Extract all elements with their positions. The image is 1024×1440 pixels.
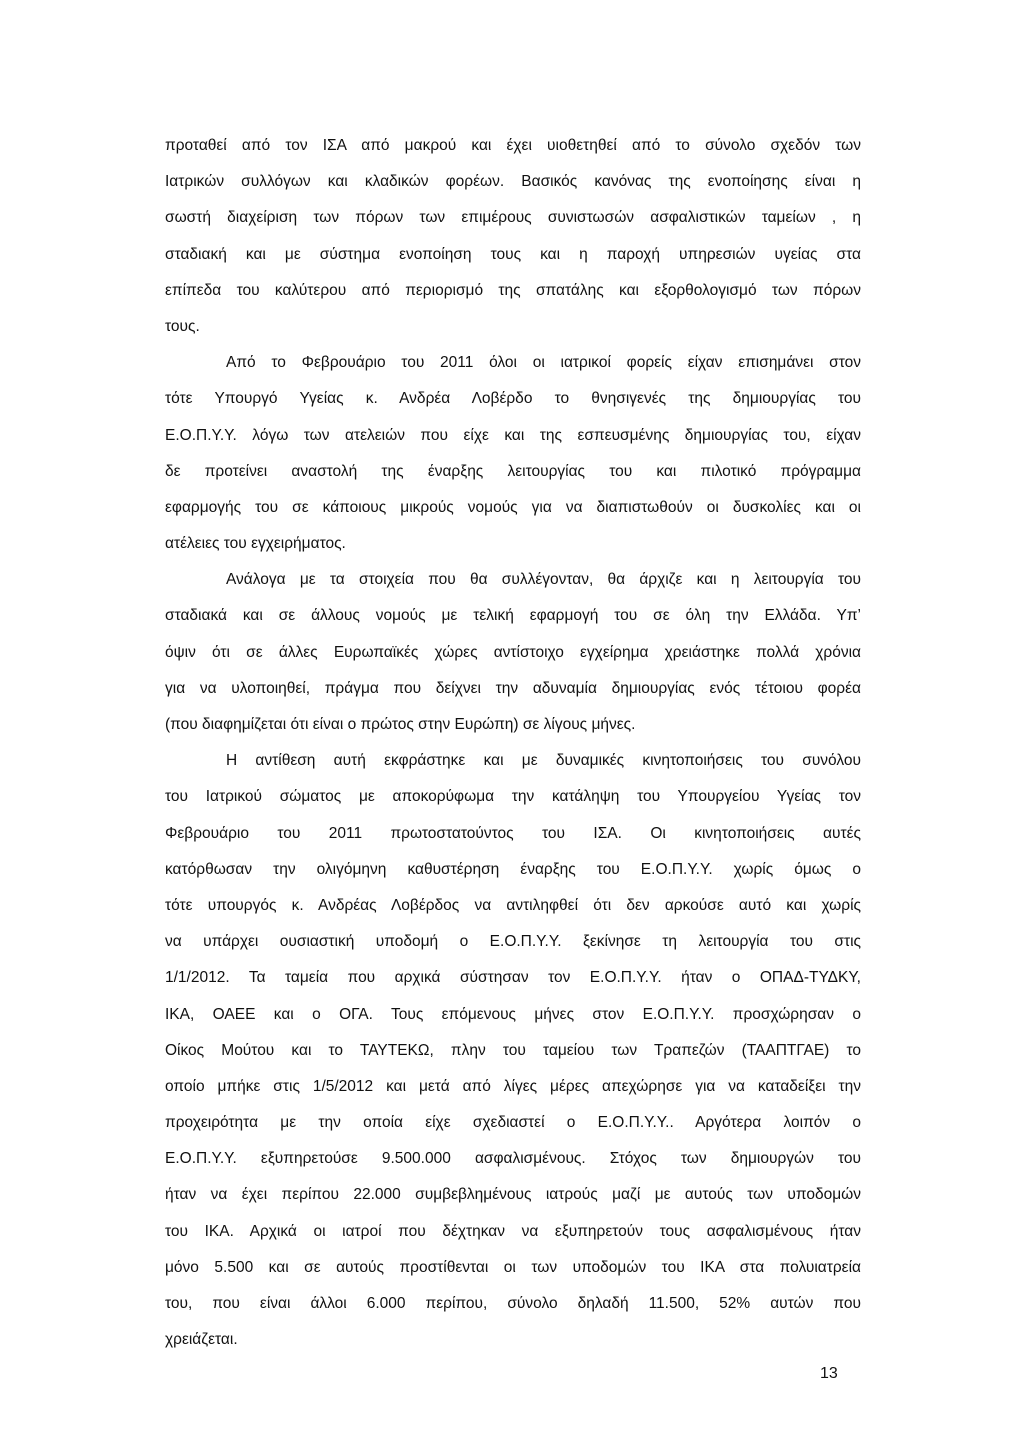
text-line: Ε.Ο.Π.Υ.Υ. λόγω των ατελειών που είχε και της εσπευσμένης δημιουργίας του, είχαν	[165, 426, 861, 444]
page-number: 13	[820, 1365, 838, 1382]
text-line: μόνο 5.500 και σε αυτούς προστίθενται οι των υποδομών του ΙΚΑ στα πολυιατρεία	[165, 1258, 861, 1276]
text-line: (που διαφημίζεται ότι είναι ο πρώτος στην Ευρώπη) σε λίγους μήνες.	[165, 716, 636, 733]
text-line: τότε Υπουργό Υγείας κ. Ανδρέα Λοβέρδο το θνησιγενές της δημιουργίας του	[165, 390, 861, 408]
text-line: δε προτείνει αναστολή της έναρξης λειτουργίας του και πιλοτικό πρόγραμμα	[165, 462, 861, 480]
text-line: Ιατρικών συλλόγων και κλαδικών φορέων. Βασικός κανόνας της ενοποίησης είναι η	[165, 173, 861, 191]
text-line: τους.	[165, 317, 200, 335]
text-line: Η αντίθεση αυτή εκφράστηκε και με δυναμικές κινητοποιήσεις του συνόλου	[226, 752, 861, 770]
page-footer	[820, 1364, 860, 1388]
text-line: για να υλοποιηθεί, πράγμα που δείχνει την αδυναμία δημιουργίας ενός τέτοιου φορέα	[165, 679, 861, 697]
text-line: του ΙΚΑ. Αρχικά οι ιατροί που δέχτηκαν να εξυπηρετούν τους ασφαλισμένους ήταν	[165, 1222, 861, 1240]
text-line: ατέλειες του εγχειρήματος.	[165, 535, 346, 553]
text-line: ΙΚΑ, ΟΑΕΕ και ο ΟΓΑ. Τους επόμενους μήνες στον Ε.Ο.Π.Υ.Υ. προσχώρησαν ο	[165, 1005, 861, 1023]
text-line: τότε υπουργός κ. Ανδρέας Λοβέρδος να αντιληφθεί ότι δεν αρκούσε αυτό και χωρίς	[165, 896, 861, 914]
text-line: του Ιατρικού σώματος με αποκορύφωμα την κατάληψη του Υπουργείου Υγείας τον	[165, 788, 861, 806]
body-text	[165, 128, 861, 1358]
text-line: οποίο μπήκε στις 1/5/2012 και μετά από λίγες μέρες απεχώρησε για να καταδείξει την	[165, 1077, 861, 1095]
text-line: σωστή διαχείριση των πόρων των επιμέρους συνιστωσών ασφαλιστικών ταμείων , η	[165, 209, 861, 227]
text-line: Οίκος Μούτου και το ΤΑΥΤΕΚΩ, πλην του ταμείου των Τραπεζών (ΤΑΑΠΤΓΑΕ) το	[165, 1041, 861, 1059]
text-line: ήταν να έχει περίπου 22.000 συμβεβλημένους ιατρούς μαζί με αυτούς των υποδομών	[165, 1186, 861, 1204]
text-line: σταδιακή και με σύστημα ενοποίηση τους και η παροχή υπηρεσιών υγείας στα	[165, 245, 861, 263]
text-line: σταδιακά και σε άλλους νομούς με τελική εφαρμογή του σε όλη την Ελλάδα. Υπ’	[165, 607, 861, 625]
text-line: Φεβρουάριο του 2011 πρωτοστατούντος του ΙΣΑ. Οι κινητοποιήσεις αυτές	[165, 824, 861, 842]
text-line: εφαρμογής του σε κάποιους μικρούς νομούς για να διαπιστωθούν οι δυσκολίες και οι	[165, 498, 861, 516]
text-line: 1/1/2012. Τα ταμεία που αρχικά σύστησαν τον Ε.Ο.Π.Υ.Υ. ήταν ο ΟΠΑΔ-ΤΥΔΚΥ,	[165, 969, 861, 987]
text-line: του, που είναι άλλοι 6.000 περίπου, σύνολο δηλαδή 11.500, 52% αυτών που	[165, 1295, 861, 1312]
text-line: όψιν ότι σε άλλες Ευρωπαϊκές χώρες αντίστοιχο εγχείρημα χρειάστηκε πολλά χρόνια	[165, 643, 861, 661]
text-line: επίπεδα του καλύτερου από περιορισμό της σπατάλης και εξορθολογισμό των πόρων	[165, 281, 861, 299]
text-line: προταθεί από τον ΙΣΑ από μακρού και έχει υιοθετηθεί από το σύνολο σχεδόν των	[165, 137, 861, 154]
text-line: κατόρθωσαν την ολιγόμηνη καθυστέρηση έναρξης του Ε.Ο.Π.Υ.Υ. χωρίς όμως ο	[165, 860, 861, 878]
text-line: Ανάλογα με τα στοιχεία που θα συλλέγονταν, θα άρχιζε και η λειτουργία του	[226, 571, 861, 589]
text-line: Από το Φεβρουάριο του 2011 όλοι οι ιατρικοί φορείς είχαν επισημάνει στον	[226, 354, 861, 372]
text-line: να υπάρχει ουσιαστική υποδομή ο Ε.Ο.Π.Υ.Υ. ξεκίνησε τη λειτουργία του στις	[165, 933, 861, 951]
text-line: προχειρότητα με την οποία είχε σχεδιαστεί ο Ε.Ο.Π.Υ.Υ.. Αργότερα λοιπόν ο	[165, 1114, 861, 1132]
text-line: χρειάζεται.	[165, 1331, 238, 1349]
text-line: Ε.Ο.Π.Υ.Υ. εξυπηρετούσε 9.500.000 ασφαλισμένους. Στόχος των δημιουργών του	[165, 1150, 861, 1168]
